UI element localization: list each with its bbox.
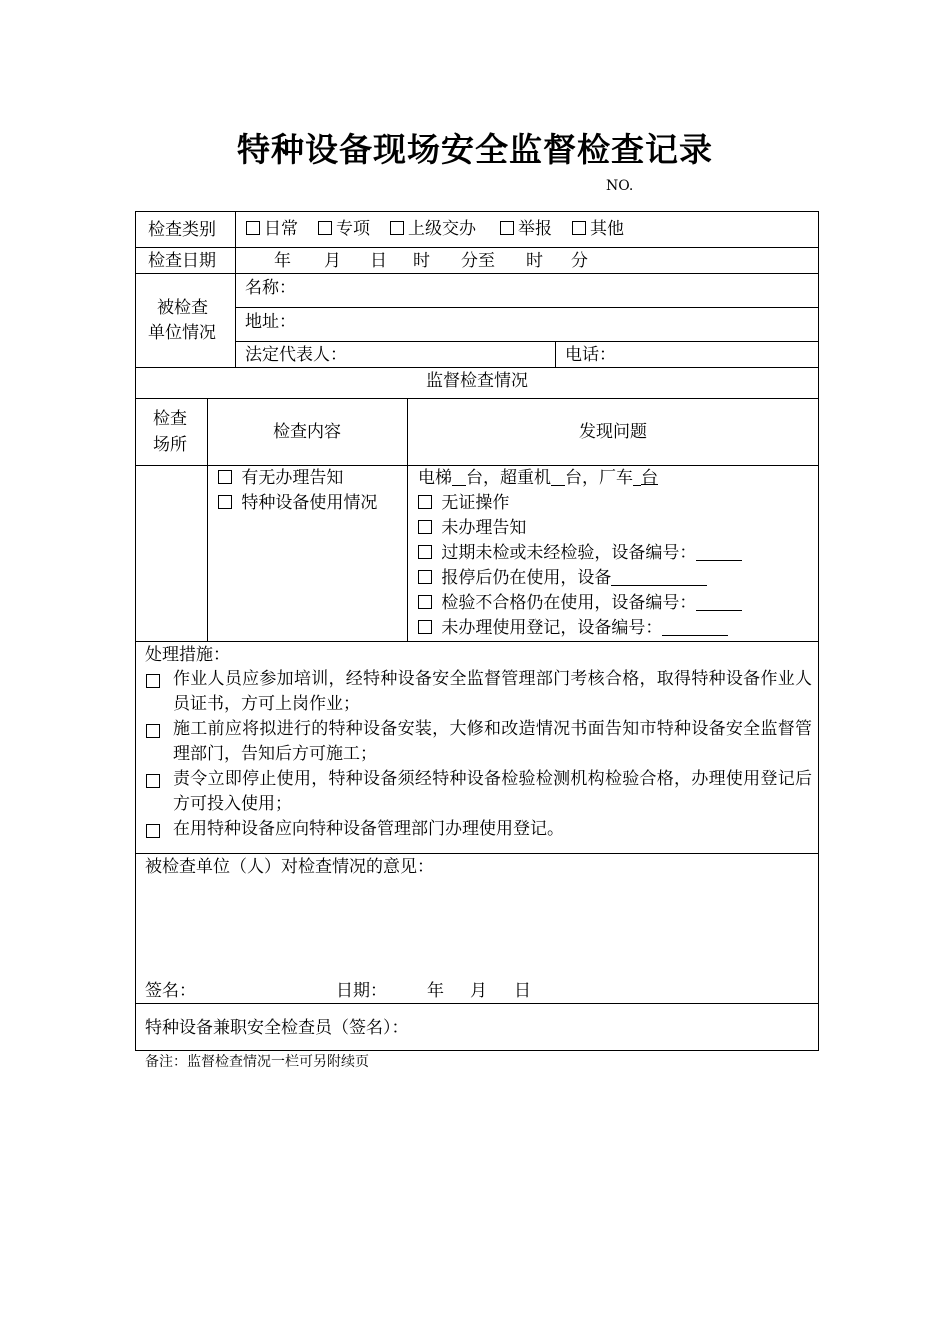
- checkbox-icon: [146, 674, 160, 688]
- date-unit-year: 年: [274, 251, 291, 271]
- unit-address-label: 地址：: [245, 312, 296, 332]
- measure-item-construction-notice[interactable]: 施工前应将拟进行的特种设备安装，大修和改造情况书面告知市特种设备安全监督管理部门，告知后方可施工；: [146, 717, 812, 767]
- phone-label: 电话：: [565, 345, 616, 365]
- signature-date-day: 日: [514, 981, 531, 1001]
- col-header-issues: 发现问题: [579, 422, 647, 442]
- checkbox-icon: [418, 495, 432, 509]
- signature-date-month: 月: [470, 981, 487, 1001]
- row-divider: [235, 341, 819, 342]
- type-option-other[interactable]: 其他: [572, 217, 624, 242]
- column-divider: [235, 211, 236, 368]
- issue-item-unregistered[interactable]: 未办理使用登记，设备编号：: [418, 616, 728, 641]
- footnote: 备注：监督检查情况一栏可另附续页: [145, 1054, 369, 1070]
- content-item-notification[interactable]: 有无办理告知: [218, 466, 343, 491]
- checkbox-icon: [418, 545, 432, 559]
- type-option-assigned[interactable]: 上级交办: [390, 217, 476, 242]
- issue-item-failed-inspection[interactable]: 检验不合格仍在使用，设备编号：: [418, 591, 742, 616]
- type-option-daily[interactable]: 日常: [246, 217, 298, 242]
- date-unit-day: 日: [370, 251, 387, 271]
- measure-item-registration[interactable]: 在用特种设备应向特种设备管理部门办理使用登记。: [146, 817, 812, 842]
- checkbox-icon: [146, 824, 160, 838]
- col-header-place-line2: 场所: [153, 435, 187, 455]
- col-header-place-line1: 检查: [153, 409, 187, 429]
- table-border-right: [818, 211, 819, 1051]
- opinion-label: 被检查单位（人）对检查情况的意见：: [145, 857, 434, 877]
- col-header-content: 检查内容: [273, 422, 341, 442]
- signature-date-year: 年: [427, 981, 444, 1001]
- issue-item-overdue-inspection[interactable]: 过期未检或未经检验，设备编号：: [418, 541, 742, 566]
- equipment-count-line: 电梯 台，超重机 台，厂车 台: [418, 468, 658, 488]
- row-divider: [135, 641, 819, 642]
- row-divider: [135, 853, 819, 854]
- inspection-date-label: 检查日期: [148, 251, 216, 271]
- row-divider: [135, 1003, 819, 1004]
- supervision-section-title: 监督检查情况: [426, 371, 528, 391]
- row-divider: [135, 273, 819, 274]
- measure-item-training[interactable]: 作业人员应参加培训，经特种设备安全监督管理部门考核合格，取得特种设备作业人员证书，方可上岗作业；: [146, 667, 812, 717]
- checkbox-icon: [500, 221, 514, 235]
- issue-item-no-notification[interactable]: 未办理告知: [418, 516, 526, 541]
- checkbox-icon: [572, 221, 586, 235]
- checkbox-icon: [390, 221, 404, 235]
- inspector-signature-label: 特种设备兼职安全检查员（签名）：: [145, 1018, 409, 1038]
- unit-name-label: 名称：: [245, 278, 296, 298]
- date-unit-minute-to: 分至: [461, 251, 495, 271]
- measure-item-stop-use[interactable]: 责令立即停止使用，特种设备须经特种设备检验检测机构检验合格，办理使用登记后方可投入使用；: [146, 767, 812, 817]
- date-unit-month: 月: [324, 251, 341, 271]
- checkbox-icon: [246, 221, 260, 235]
- row-divider: [135, 398, 819, 399]
- row-divider: [135, 367, 819, 368]
- date-unit-hour: 时: [413, 251, 430, 271]
- measures-label: 处理措施：: [145, 645, 230, 665]
- content-item-usage[interactable]: 特种设备使用情况: [218, 491, 377, 516]
- checkbox-icon: [146, 724, 160, 738]
- checkbox-icon: [418, 620, 432, 634]
- document-title: 特种设备现场安全监督检查记录: [237, 130, 713, 169]
- column-divider: [555, 341, 556, 368]
- legal-representative-label: 法定代表人：: [245, 345, 347, 365]
- row-divider: [235, 307, 819, 308]
- unit-info-label-line2: 单位情况: [148, 323, 216, 343]
- checkbox-icon: [146, 774, 160, 788]
- date-unit-minute-end: 分: [571, 251, 588, 271]
- checkbox-icon: [418, 595, 432, 609]
- signature-label: 签名：: [145, 981, 196, 1001]
- checkbox-icon: [218, 495, 232, 509]
- date-unit-hour-end: 时: [526, 251, 543, 271]
- signature-date-label: 日期：: [336, 981, 387, 1001]
- unit-info-label-line1: 被检查: [157, 298, 208, 318]
- table-border-top: [135, 211, 819, 212]
- checkbox-icon: [418, 520, 432, 534]
- inspection-type-label: 检查类别: [148, 220, 216, 240]
- issue-item-unlicensed[interactable]: 无证操作: [418, 491, 509, 516]
- checkbox-icon: [218, 470, 232, 484]
- record-number-label: NO.: [606, 178, 634, 194]
- type-option-special[interactable]: 专项: [318, 217, 370, 242]
- checkbox-icon: [318, 221, 332, 235]
- row-divider: [135, 247, 819, 248]
- type-option-report[interactable]: 举报: [500, 217, 552, 242]
- issue-item-used-after-suspension[interactable]: 报停后仍在使用，设备: [418, 566, 707, 591]
- checkbox-icon: [418, 570, 432, 584]
- table-border-left: [135, 211, 136, 1051]
